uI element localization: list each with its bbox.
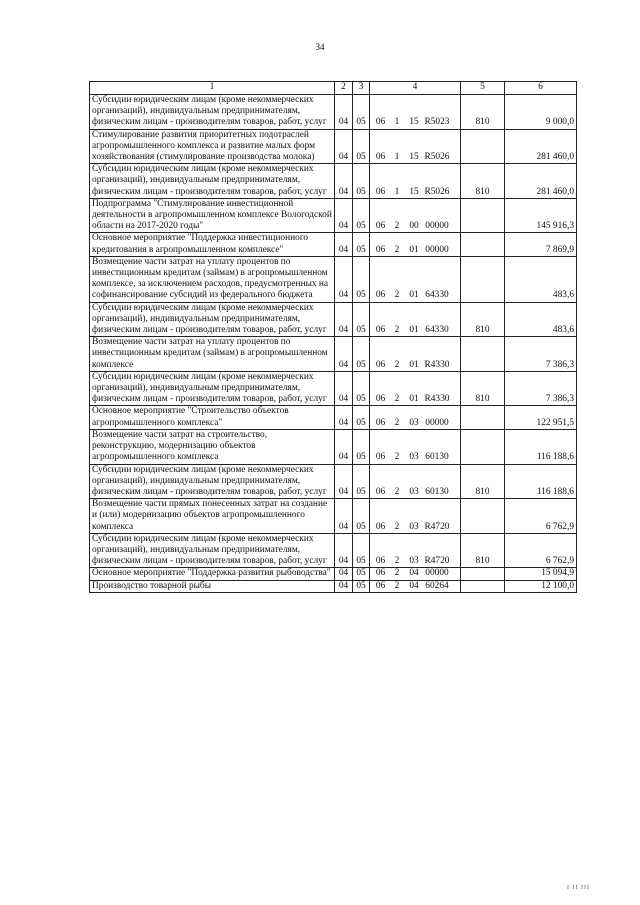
target-article-part: 2 xyxy=(394,290,400,301)
target-article-part: 2 xyxy=(394,580,400,591)
table-row xyxy=(90,337,577,372)
target-article-part: 06 xyxy=(375,486,386,497)
budget-table xyxy=(89,81,577,593)
table-row xyxy=(90,95,577,130)
row-amount: 483,6 xyxy=(505,256,577,302)
header-cell: 3 xyxy=(353,82,370,95)
target-article-part: 06 xyxy=(375,221,386,232)
row-subsection: 05 xyxy=(353,533,370,568)
row-name: Субсидии юридическим лицам (кроме некоммерческих организаций), индивидуальным предпринимателям, физическим лицам - производителям товаров, работ, услуг xyxy=(90,164,335,199)
row-section: 04 xyxy=(335,580,353,592)
row-subsection: 05 xyxy=(353,371,370,406)
target-article-part: R4720 xyxy=(424,556,450,567)
target-article-part: 01 xyxy=(409,394,419,405)
row-subsection: 05 xyxy=(353,580,370,592)
row-expense-type: 810 xyxy=(461,464,505,499)
table-row xyxy=(90,233,577,256)
target-article-part: 01 xyxy=(409,359,419,370)
target-article-part: 2 xyxy=(394,359,400,370)
row-expense-type xyxy=(461,406,505,429)
target-article-part: 2 xyxy=(394,394,400,405)
row-subsection: 05 xyxy=(353,464,370,499)
target-article-part: 60130 xyxy=(425,452,449,463)
row-target-article xyxy=(370,371,461,406)
target-article-part: 2 xyxy=(394,244,400,255)
row-expense-type xyxy=(461,337,505,372)
target-article-part: R5026 xyxy=(424,152,450,163)
target-article-part: 03 xyxy=(409,486,419,497)
row-amount: 483,6 xyxy=(505,302,577,337)
table-row xyxy=(90,580,577,592)
table-row xyxy=(90,568,577,580)
target-article-part: R5023 xyxy=(424,117,450,128)
row-name: Основное мероприятие "Строительство объектов агропромышленного комплекса" xyxy=(90,406,335,429)
row-amount: 7 386,3 xyxy=(505,337,577,372)
table-row xyxy=(90,371,577,406)
target-article-part: 2 xyxy=(394,417,400,428)
table-header-row xyxy=(90,82,577,95)
target-article-part: 03 xyxy=(409,452,419,463)
header-cell: 4 xyxy=(370,82,461,95)
table-row xyxy=(90,464,577,499)
row-target-article xyxy=(370,499,461,534)
row-name: Возмещение части затрат на уплату процентов по инвестиционным кредитам (займам) в агропромышленном комплексе xyxy=(90,337,335,372)
table-row xyxy=(90,406,577,429)
target-article-part: 06 xyxy=(375,417,386,428)
target-article-part: 64330 xyxy=(425,290,449,301)
header-cell: 6 xyxy=(505,82,577,95)
row-expense-type: 810 xyxy=(461,302,505,337)
target-article-part: 03 xyxy=(409,417,419,428)
row-section: 04 xyxy=(335,568,353,580)
row-subsection: 05 xyxy=(353,129,370,164)
target-article-part: 01 xyxy=(409,290,419,301)
row-name: Производство товарной рыбы xyxy=(90,580,335,592)
row-section: 04 xyxy=(335,302,353,337)
row-section: 04 xyxy=(335,256,353,302)
row-name: Субсидии юридическим лицам (кроме некоммерческих организаций), индивидуальным предпринимателям, физическим лицам - производителям товаров, работ, услуг xyxy=(90,464,335,499)
footer-mark: I II III xyxy=(567,885,590,891)
target-article-part: 03 xyxy=(409,521,419,532)
row-amount: 15 094,9 xyxy=(505,568,577,580)
row-amount: 116 188,6 xyxy=(505,429,577,464)
table-row xyxy=(90,429,577,464)
row-expense-type: 810 xyxy=(461,164,505,199)
row-name: Субсидии юридическим лицам (кроме некоммерческих организаций), индивидуальным предпринимателям, физическим лицам - производителям товаров, работ, услуг xyxy=(90,533,335,568)
row-target-article xyxy=(370,464,461,499)
target-article-part: 15 xyxy=(409,186,419,197)
target-article-part: 06 xyxy=(375,152,386,163)
target-article-part: 03 xyxy=(409,556,419,567)
row-subsection: 05 xyxy=(353,499,370,534)
target-article-part: 01 xyxy=(409,244,419,255)
target-article-part: 2 xyxy=(394,452,400,463)
row-expense-type xyxy=(461,233,505,256)
row-subsection: 05 xyxy=(353,302,370,337)
row-name: Основное мероприятие "Поддержка инвестиционного кредитования в агропромышленном комплексе" xyxy=(90,233,335,256)
target-article-part: 00000 xyxy=(425,244,449,255)
row-section: 04 xyxy=(335,406,353,429)
row-name: Стимулирование развития приоритетных подотраслей агропромышленного комплекса и развитие малых форм хозяйствования (стимулирование производства молока) xyxy=(90,129,335,164)
row-expense-type xyxy=(461,129,505,164)
row-name: Субсидии юридическим лицам (кроме некоммерческих организаций), индивидуальным предпринимателям, физическим лицам - производителям товаров, работ, услуг xyxy=(90,302,335,337)
row-name: Субсидии юридическим лицам (кроме некоммерческих организаций), индивидуальным предпринимателям, физическим лицам - производителям товаров, работ, услуг xyxy=(90,371,335,406)
row-subsection: 05 xyxy=(353,256,370,302)
target-article-part: 00000 xyxy=(425,417,449,428)
row-section: 04 xyxy=(335,499,353,534)
target-article-part: 04 xyxy=(409,580,419,591)
row-subsection: 05 xyxy=(353,198,370,233)
row-name: Возмещение части затрат на строительство, реконструкцию, модернизацию объектов агропромышленного комплекса xyxy=(90,429,335,464)
row-section: 04 xyxy=(335,429,353,464)
target-article-part: R4330 xyxy=(424,394,450,405)
row-subsection: 05 xyxy=(353,337,370,372)
row-subsection: 05 xyxy=(353,568,370,580)
target-article-part: 06 xyxy=(375,290,386,301)
row-target-article xyxy=(370,406,461,429)
row-name: Основное мероприятие "Поддержка развития рыбоводства" xyxy=(90,568,335,580)
row-target-article xyxy=(370,302,461,337)
row-amount: 12 100,0 xyxy=(505,580,577,592)
row-name: Возмещение части прямых понесенных затрат на создание и (или) модернизацию объектов агропромышленного комплекса xyxy=(90,499,335,534)
row-subsection: 05 xyxy=(353,429,370,464)
row-target-article xyxy=(370,568,461,580)
target-article-part: 2 xyxy=(394,521,400,532)
target-article-part: 06 xyxy=(375,359,386,370)
row-name: Подпрограмма "Стимулирование инвестиционной деятельности в агропромышленном комплексе Вологодской области на 2017-2020 годы" xyxy=(90,198,335,233)
table-row xyxy=(90,499,577,534)
row-expense-type xyxy=(461,198,505,233)
row-amount: 122 951,5 xyxy=(505,406,577,429)
row-target-article xyxy=(370,198,461,233)
row-section: 04 xyxy=(335,233,353,256)
target-article-part: 06 xyxy=(375,580,386,591)
target-article-part: 60130 xyxy=(425,486,449,497)
target-article-part: 06 xyxy=(375,521,386,532)
row-target-article xyxy=(370,429,461,464)
header-cell: 2 xyxy=(335,82,353,95)
row-section: 04 xyxy=(335,129,353,164)
row-section: 04 xyxy=(335,164,353,199)
row-subsection: 05 xyxy=(353,406,370,429)
row-expense-type: 810 xyxy=(461,95,505,130)
row-target-article xyxy=(370,233,461,256)
table-row xyxy=(90,302,577,337)
row-amount: 9 000,0 xyxy=(505,95,577,130)
target-article-part: 2 xyxy=(394,325,400,336)
target-article-part: 2 xyxy=(394,221,400,232)
target-article-part: R4330 xyxy=(424,359,450,370)
row-name: Субсидии юридическим лицам (кроме некоммерческих организаций), индивидуальным предпринимателям, физическим лицам - производителям товаров, работ, услуг xyxy=(90,95,335,130)
row-expense-type xyxy=(461,499,505,534)
header-cell: 5 xyxy=(461,82,505,95)
row-expense-type: 810 xyxy=(461,371,505,406)
row-target-article xyxy=(370,95,461,130)
target-article-part: 64330 xyxy=(425,325,449,336)
target-article-part: 60264 xyxy=(425,580,449,591)
row-expense-type: 810 xyxy=(461,533,505,568)
row-section: 04 xyxy=(335,337,353,372)
target-article-part: 06 xyxy=(375,394,386,405)
header-cell: 1 xyxy=(90,82,335,95)
target-article-part: 1 xyxy=(394,117,400,128)
target-article-part: R4720 xyxy=(424,521,450,532)
target-article-part: 06 xyxy=(375,117,386,128)
target-article-part: 06 xyxy=(375,186,386,197)
table-row xyxy=(90,198,577,233)
row-amount: 7 869,9 xyxy=(505,233,577,256)
row-amount: 116 188,6 xyxy=(505,464,577,499)
target-article-part: 04 xyxy=(409,568,419,579)
target-article-part: R5026 xyxy=(424,186,450,197)
row-section: 04 xyxy=(335,371,353,406)
target-article-part: 00 xyxy=(409,221,419,232)
target-article-part: 2 xyxy=(394,556,400,567)
target-article-part: 1 xyxy=(394,152,400,163)
target-article-part: 06 xyxy=(375,568,386,579)
target-article-part: 06 xyxy=(375,325,386,336)
row-expense-type xyxy=(461,580,505,592)
target-article-part: 06 xyxy=(375,244,386,255)
table-row xyxy=(90,129,577,164)
target-article-part: 2 xyxy=(394,486,400,497)
page-number: 34 xyxy=(315,42,325,52)
row-target-article xyxy=(370,533,461,568)
row-target-article xyxy=(370,580,461,592)
row-name: Возмещение части затрат на уплату процентов по инвестиционным кредитам (займам) в агропромышленном комплексе, за исключением расходов, предусмотренных на софинансирование субсидий из федерального бюджета xyxy=(90,256,335,302)
row-section: 04 xyxy=(335,95,353,130)
row-section: 04 xyxy=(335,198,353,233)
table-row xyxy=(90,164,577,199)
row-amount: 145 916,3 xyxy=(505,198,577,233)
row-amount: 281 460,0 xyxy=(505,129,577,164)
target-article-part: 06 xyxy=(375,556,386,567)
target-article-part: 01 xyxy=(409,325,419,336)
target-article-part: 06 xyxy=(375,452,386,463)
table-row xyxy=(90,533,577,568)
row-subsection: 05 xyxy=(353,95,370,130)
target-article-part: 15 xyxy=(409,117,419,128)
row-amount: 281 460,0 xyxy=(505,164,577,199)
row-section: 04 xyxy=(335,533,353,568)
row-expense-type xyxy=(461,568,505,580)
table-row xyxy=(90,256,577,302)
row-target-article xyxy=(370,337,461,372)
target-article-part: 00000 xyxy=(425,568,449,579)
row-amount: 6 762,9 xyxy=(505,533,577,568)
row-amount: 6 762,9 xyxy=(505,499,577,534)
row-section: 04 xyxy=(335,464,353,499)
row-target-article xyxy=(370,129,461,164)
target-article-part: 2 xyxy=(394,568,400,579)
target-article-part: 00000 xyxy=(425,221,449,232)
row-target-article xyxy=(370,256,461,302)
row-amount: 7 386,3 xyxy=(505,371,577,406)
row-expense-type xyxy=(461,429,505,464)
target-article-part: 1 xyxy=(394,186,400,197)
row-expense-type xyxy=(461,256,505,302)
target-article-part: 15 xyxy=(409,152,419,163)
row-target-article xyxy=(370,164,461,199)
row-subsection: 05 xyxy=(353,233,370,256)
row-subsection: 05 xyxy=(353,164,370,199)
